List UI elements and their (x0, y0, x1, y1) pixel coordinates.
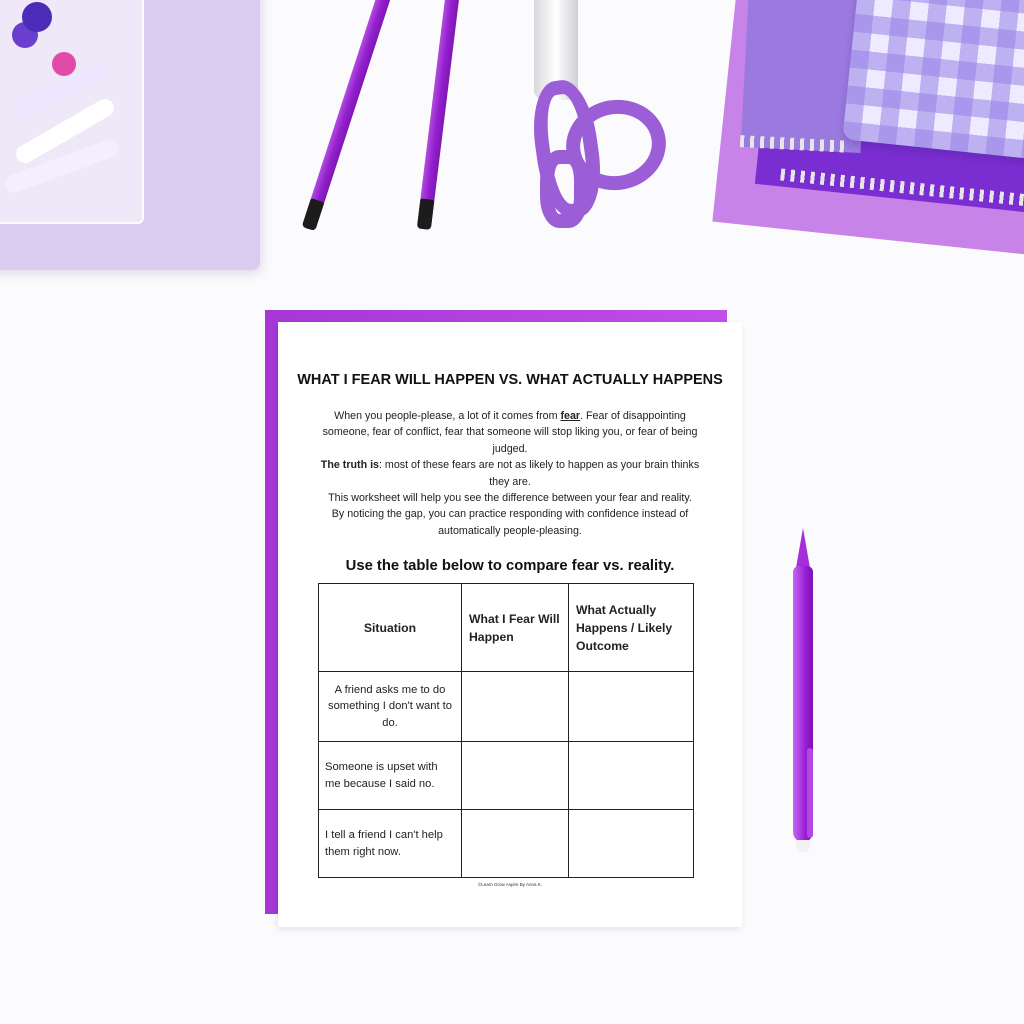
scissors-handle (540, 150, 588, 228)
gingham-pouch-prop (842, 0, 1024, 160)
pen-tip (796, 528, 810, 568)
purple-pencil-2 (417, 0, 461, 230)
table-row (319, 810, 694, 878)
pencil-eraser-icon (417, 198, 435, 229)
fear-cell[interactable] (462, 672, 569, 742)
marker-cup-prop (0, 0, 144, 224)
header-actual: What Actually Happens / Likely Outcome (569, 584, 694, 672)
pen-clip (807, 748, 813, 838)
pencil-eraser-icon (302, 198, 325, 231)
situation-cell: A friend asks me to do something I don't want to do. (319, 672, 462, 742)
intro-paragraph-2 (314, 457, 706, 490)
table-row (319, 672, 694, 742)
table-instruction: Use the table below to compare fear vs. reality. (345, 558, 675, 574)
actual-cell[interactable] (569, 810, 694, 878)
fear-vs-reality-table (318, 583, 694, 878)
marker-prop (22, 2, 52, 32)
intro-text: : most of these fears are not as likely to happen as your brain thinks they are. (378, 459, 700, 488)
truth-label: The truth is (320, 459, 379, 472)
worksheet-page (278, 322, 742, 927)
situation-cell: I tell a friend I can't help them right now. (319, 810, 462, 878)
worksheet-title: WHAT I FEAR WILL HAPPEN VS. WHAT ACTUALLY HAPPENS (297, 372, 723, 388)
header-fear: What I Fear Will Happen (462, 584, 569, 672)
intro-text: When you people-please, a lot of it comes from (334, 410, 561, 422)
pen-end (796, 840, 810, 852)
intro-paragraph-4: By noticing the gap, you can practice responding with confidence instead of automatically people-pleasing. (331, 508, 689, 537)
actual-cell[interactable] (569, 742, 694, 810)
intro-paragraph-3: This worksheet will help you see the difference between your fear and reality. (328, 492, 692, 505)
fear-cell[interactable] (462, 742, 569, 810)
fear-cell[interactable] (462, 810, 569, 878)
marker-prop (52, 52, 76, 76)
table-row (319, 742, 694, 810)
copyright-footer: ©Learn Grow Aspire By Anna K. (477, 882, 543, 887)
intro-paragraph-1 (314, 408, 706, 457)
intro-text: . Fear of disappointing someone, fear of conflict, fear that someone will stop liking you, or fear of being judged. (322, 410, 698, 455)
table-header-row (319, 584, 694, 672)
purple-pencil-1 (302, 0, 393, 231)
worksheet-intro (314, 408, 706, 539)
actual-cell[interactable] (569, 672, 694, 742)
purple-pen-prop (788, 528, 818, 850)
situation-cell: Someone is upset with me because I said no. (319, 742, 462, 810)
intro-fear-emphasis: fear (560, 410, 581, 422)
header-situation: Situation (319, 584, 462, 672)
